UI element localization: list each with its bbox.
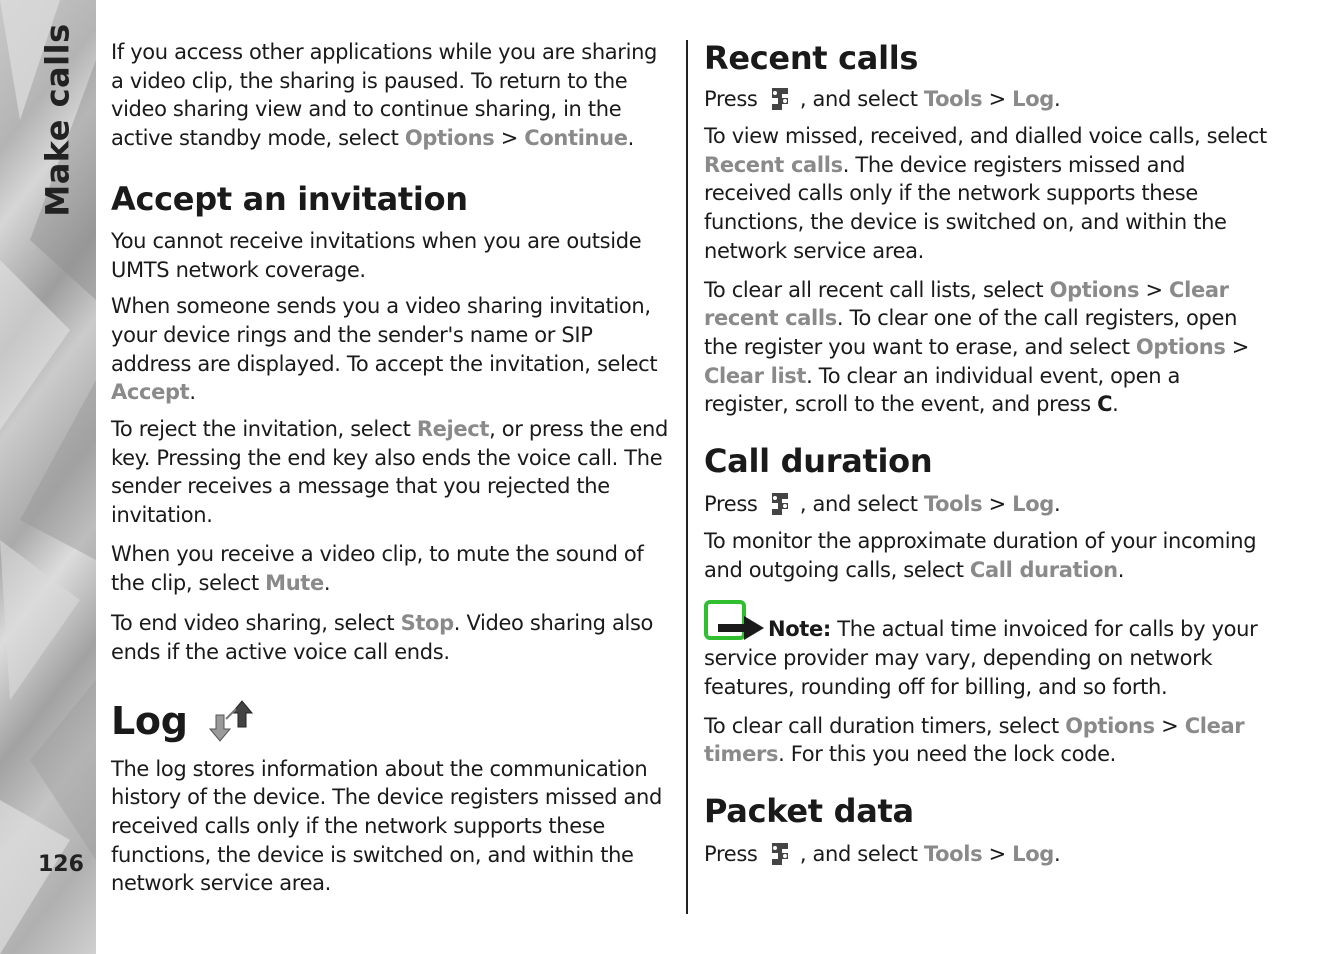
paragraph-press-recent: Press , and select Tools > Log. xyxy=(704,84,1270,114)
menu-key-icon xyxy=(766,839,794,869)
menu-key-icon xyxy=(766,84,794,114)
menu-log: Log xyxy=(1012,87,1054,111)
menu-options: Options xyxy=(1135,334,1226,359)
menu-tools: Tools xyxy=(923,841,983,866)
paragraph-press-duration: Press , and select Tools > Log. xyxy=(704,489,1270,519)
heading-recent-calls: Recent calls xyxy=(704,39,919,77)
menu-key-icon xyxy=(766,489,794,519)
heading-call-duration: Call duration xyxy=(704,442,933,481)
right-column xyxy=(704,38,1270,877)
section-tab xyxy=(38,23,78,217)
paragraph-clear-timers: To clear call duration timers, select Options > Clear timers. For this you need the lock code. xyxy=(704,713,1245,767)
paragraph-invitation: When someone sends you a video sharing invitation, your device rings and the sender's name or SIP address are displayed. To accept the invitation, select Accept. xyxy=(111,294,658,405)
menu-mute: Mute xyxy=(265,570,324,595)
log-arrows-icon xyxy=(202,697,260,745)
heading-packet-data: Packet data xyxy=(704,791,914,830)
paragraph-umts: You cannot receive invitations when you are outside UMTS network coverage. xyxy=(111,228,642,282)
note-icon xyxy=(704,600,766,642)
section-title: Make calls xyxy=(39,23,77,217)
menu-options: Options xyxy=(1049,277,1140,302)
note-block: Note: The actual time invoiced for calls by your service provider may vary, depending on network features, rounding off for billing, and so forth. xyxy=(704,600,1270,701)
menu-clear-timers: Clear timers xyxy=(704,713,1245,767)
column-divider xyxy=(686,40,688,914)
paragraph-sharing-paused: If you access other applications while you are sharing a video clip, the sharing is paused. To return to the video sharing view and to continue sharing, in the active standby mode, select Options > Continue. xyxy=(111,40,658,151)
heading-accept-invitation: Accept an invitation xyxy=(111,179,468,218)
menu-stop: Stop xyxy=(400,611,454,636)
menu-continue: Continue xyxy=(524,126,628,151)
note-label: Note: xyxy=(768,617,831,642)
menu-options: Options xyxy=(404,126,495,151)
sidebar xyxy=(0,0,96,954)
paragraph-log: The log stores information about the communication history of the device. The device registers missed and received calls only if the network supports these functions, the device is switched on, and within the network service area. xyxy=(111,756,662,896)
left-column xyxy=(111,38,675,906)
paragraph-press-packet: Press , and select Tools > Log. xyxy=(704,839,1270,869)
menu-clear-list: Clear list xyxy=(704,363,807,388)
menu-options: Options xyxy=(1065,713,1155,738)
paragraph-clear-recent: To clear all recent call lists, select Options > Clear recent calls. To clear one of the call registers, open the register you want to erase, and select Options > Clear list. To clear an individual event, open a register, scroll to the event, and press C. xyxy=(704,277,1250,417)
log-heading-row xyxy=(111,697,675,745)
heading-log: Log xyxy=(111,698,188,743)
menu-tools: Tools xyxy=(923,492,983,517)
menu-recent-calls: Recent calls xyxy=(704,152,843,177)
paragraph-monitor: To monitor the approximate duration of your incoming and outgoing calls, select Call duration. xyxy=(704,529,1257,582)
paragraph-mute: When you receive a video clip, to mute the sound of the clip, select Mute. xyxy=(111,541,644,595)
paragraph-reject: To reject the invitation, select Reject, or press the end key. Pressing the end key also ends the voice call. The sender receives a message that you rejected the invitation. xyxy=(111,417,668,528)
menu-log: Log xyxy=(1012,492,1054,517)
menu-call-duration: Call duration xyxy=(969,557,1118,582)
paragraph-view-calls: To view missed, received, and dialled voice calls, select Recent calls. The device registers missed and received calls only if the network supports these functions, the device is switched on, and within the network service area. xyxy=(704,124,1267,263)
menu-reject: Reject xyxy=(416,417,490,442)
menu-accept: Accept xyxy=(111,380,190,405)
key-c: C xyxy=(1097,392,1113,417)
page-number: 126 xyxy=(38,852,84,877)
menu-clear-recent-calls: Clear recent calls xyxy=(704,277,1229,331)
menu-tools: Tools xyxy=(923,87,983,111)
menu-log: Log xyxy=(1012,841,1054,866)
paragraph-stop: To end video sharing, select Stop. Video sharing also ends if the active voice call ends. xyxy=(111,611,654,664)
